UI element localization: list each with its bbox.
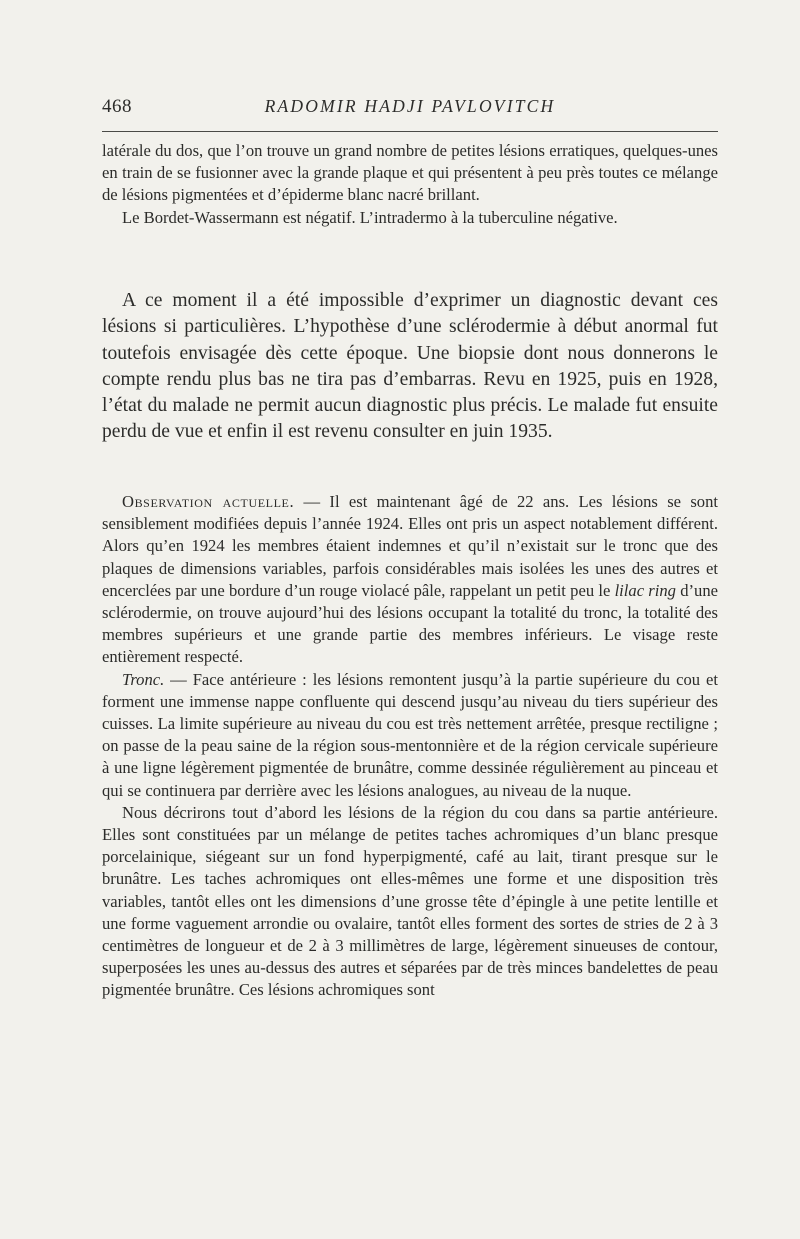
tronc-heading: Tronc.: [122, 669, 165, 689]
running-head: RADOMIR HADJI PAVLOVITCH: [264, 96, 556, 116]
observation-heading: Observation actuelle.: [122, 492, 295, 511]
text-block-large: [102, 288, 718, 446]
observation-text-2: d’une sclérodermie, on trouve aujourd’hui des lésions occupant la totalité du tronc, la totalité des membres supérieurs et une grande partie des membres inférieurs. Le visage reste entièrement respecté.: [102, 580, 718, 667]
observation-emphasis: lilac ring: [614, 580, 676, 600]
tronc-text: — Face antérieure : les lésions remontent jusqu’à la partie supérieure du cou et forment une immense nappe confluente qui descend jusqu’au niveau du tiers supérieur des cuisses. La limite supérieure au niveau du cou est très nettement arrêtée, presque rectiligne ; on passe de la peau saine de la région sous-mentonnière et de la région cervicale supérieure à une ligne légèrement pigmentée de brunâtre, comme dessinée régulièrement au pinceau et qui se continuera par derrière avec les lésions analogues, au niveau de la nuque.: [102, 669, 718, 800]
paragraph-tronc: [102, 669, 718, 802]
paragraph-serology: Le Bordet-Wassermann est négatif. L’intradermo à la tuberculine négative.: [122, 207, 618, 227]
observation-text-1: — Il est maintenant âgé de 22 ans. Les lésions se sont sensiblement modifiées depuis l’année 1924. Elles ont pris un aspect notablement différent. Alors qu’en 1924 les membres étaient indemnes et qu’il n’existait sur le tronc que des plaques de dimensions variables, parfois considérables mais isolées les unes des autres et encerclées par une bordure d’un rouge violacé pâle, rappelant un petit peu le: [102, 492, 718, 600]
page-number: 468: [102, 96, 132, 117]
header-rule: [102, 131, 718, 132]
paragraph-continued: latérale du dos, que l’on trouve un grand nombre de petites lésions erratiques, quelques-unes en train de se fusionner avec la grande plaque et qui présentent à peu près toutes ce mélange de lésions pigmentées et d’épiderme blanc nacré brillant.: [102, 141, 718, 205]
paragraph-diagnosis: A ce moment il a été impossible d’exprimer un diagnostic devant ces lésions si particulières. L’hypothèse d’une sclérodermie à début anormal fut toutefois envisagée dès cette époque. Une biopsie dont nous donnerons le compte rendu plus bas ne tira pas d’embarras. Revu en 1925, puis en 1928, l’état du malade ne permit aucun diagnostic plus précis. Le malade fut ensuite perdu de vue et enfin il est revenu consulter en juin 1935.: [102, 290, 718, 443]
page-header: [102, 96, 718, 130]
paragraph-neck-lesions: Nous décrirons tout d’abord les lésions de la région du cou dans sa partie antérieure. Elles sont constituées par un mélange de petites taches achromiques d’un blanc presque porcelainique, siégeant sur un fond hyperpigmenté, café au lait, tirant presque sur le brunâtre. Les taches achromiques ont elles-mêmes une forme et une disposition très variables, tantôt elles ont les dimensions d’une grosse tête d’épingle à une petite lentille et une forme vaguement arrondie ou ovalaire, tantôt elles forment des sortes de stries de 2 à 3 centimètres de longueur et de 2 à 3 millimètres de large, légèrement sinueuses de contour, superposées les unes au-dessus des autres et séparées par de très minces bandelettes de peau pigmentée brunâtre. Ces lésions achromiques sont: [102, 802, 718, 1000]
text-block-top: [102, 140, 718, 229]
paragraph-observation: [102, 491, 718, 669]
text-block-observation: [102, 491, 718, 1002]
